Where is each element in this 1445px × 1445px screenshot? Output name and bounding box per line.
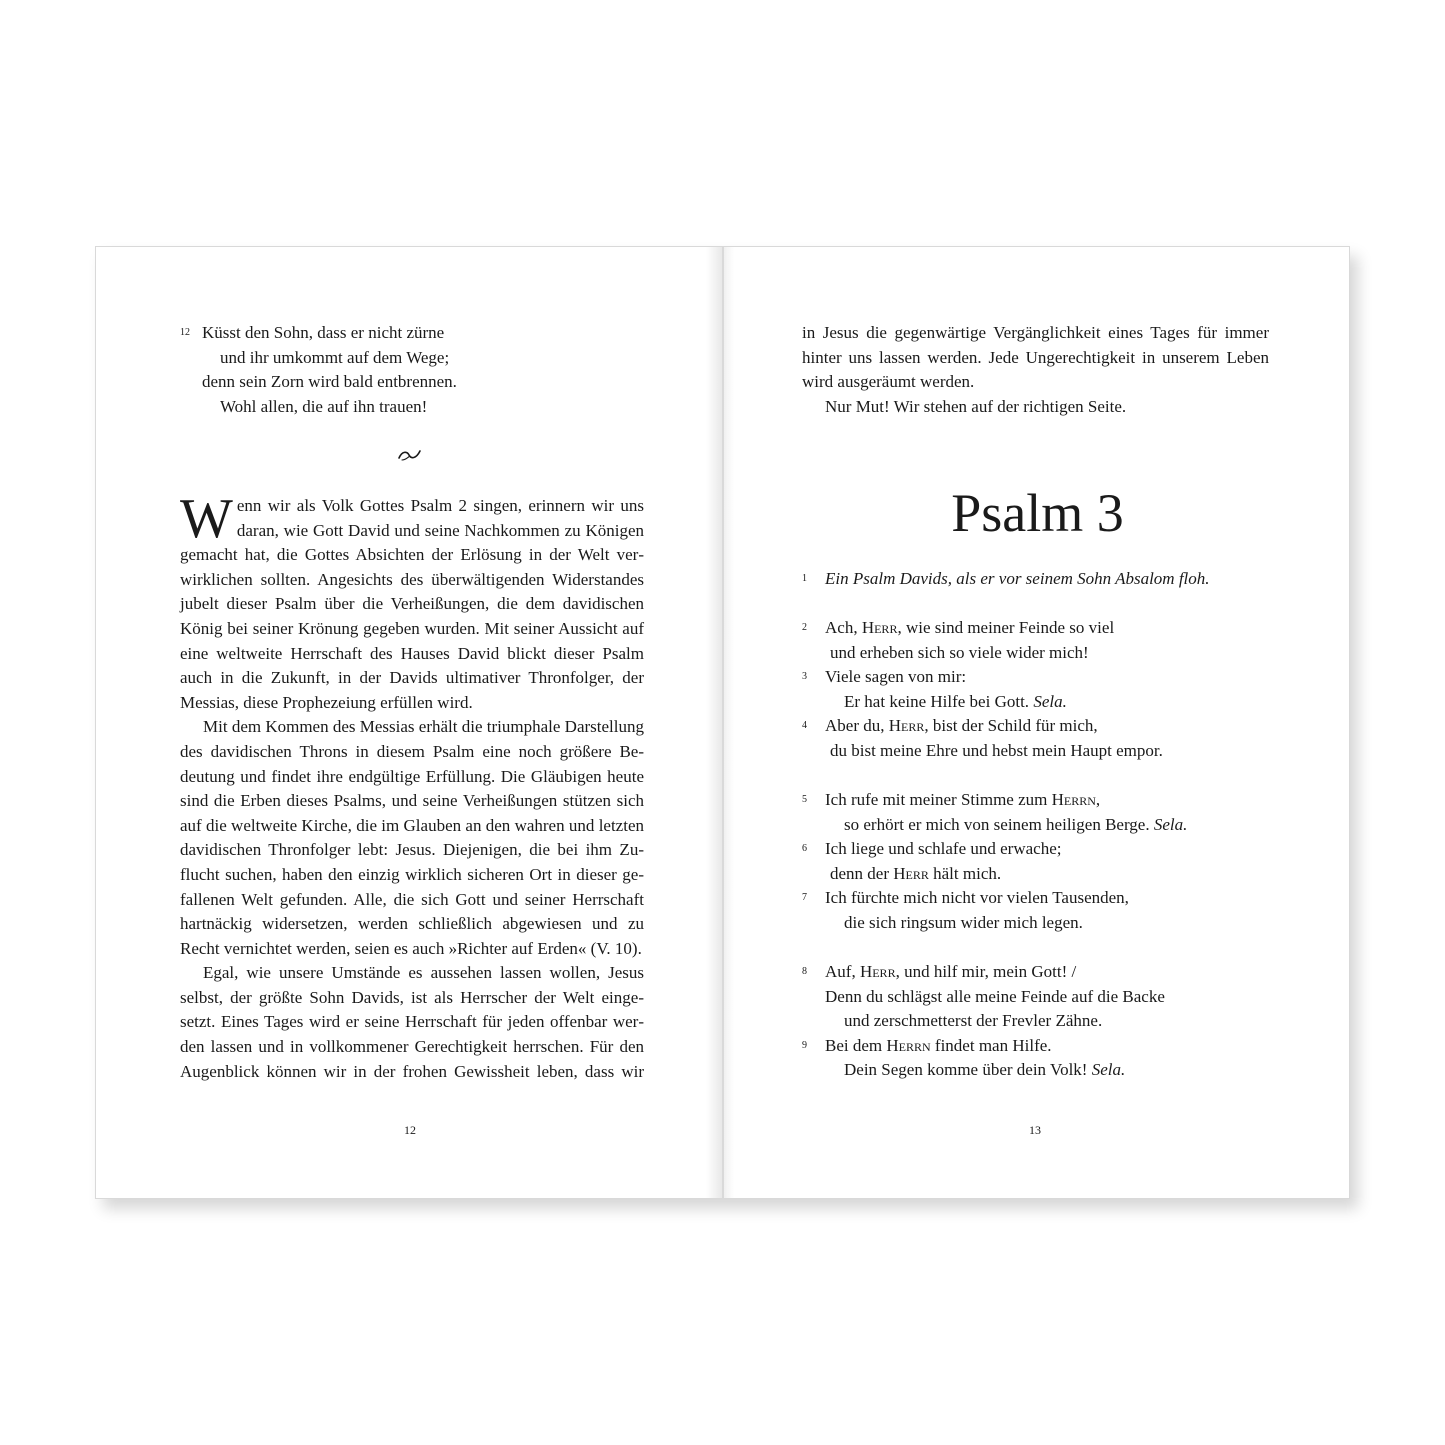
paragraph: Mit dem Kommen des Messias erhält die triumphale Darstellung des davidischen Throns in diesem Psalm eine noch größere Bedeutung und findet ihre endgültige Erfüllung. Die Gläubigen heute sind die Erben dieses Psalms, und seine Verheißungen stützen sich auf die weltweite Kirche, die im Glauben an den wahren und letzten davidischen Thronfolger lebt: Jesus. Diejenigen, die bei ihm Zuflucht suchen, haben den einzig wirklich sicheren Ort in dieser gefallenen Welt gefunden. Alle, die sich Gott und seiner Herrschaft hartnäckig widersetzen, werden schließlich abgewiesen und zu Recht vernichtet werden, seien es auch »Richter auf Erden« (V. 10). [180,717,644,958]
verse-line: Aber du, Herr, bist der Schild für mich, [825,716,1098,736]
book-spread [95,246,1350,1199]
verse-line: und ihr umkommt auf dem Wege; [220,347,450,367]
page-number: 13 [1029,1123,1041,1137]
verse-line: so erhört er mich von seinem heiligen Berge. Sela. [844,814,1188,834]
verse-number: 1 [802,573,807,584]
verse-number: 5 [802,794,807,805]
verse-number: 3 [802,671,807,683]
verse-line: und zerschmetterst der Frevler Zähne. [844,1011,1103,1031]
verse-line: Denn du schlägst alle meine Feinde auf die Backe [825,986,1165,1006]
verse-line: denn der Herr hält mich. [830,863,1002,883]
verse-number: 4 [802,720,807,732]
verse-number: 2 [802,622,807,633]
verse-number: 6 [802,843,807,855]
verse-line: Ich rufe mit meiner Stimme zum Herrn, [825,790,1101,809]
verse-line: Dein Segen komme über dein Volk! Sela. [844,1060,1126,1080]
verse-line: du bist meine Ehre und hebst mein Haupt empor. [830,741,1163,760]
verse-line: Ich fürchte mich nicht vor vielen Tausenden, [825,888,1129,908]
paragraph: in Jesus die gegenwärtige Vergänglichkeit eines Tages für immer hinter uns lassen werden. Jede Ungerechtigkeit in unserem Leben wird ausgeräumt werden. [802,323,1269,392]
superscription: Ein Psalm Davids, als er vor seinem Sohn Absalom floh. [825,569,1210,588]
page-number: 12 [404,1123,416,1137]
ornament-swash-icon [396,445,424,465]
right-page [723,246,1350,1199]
drop-cap: W [180,488,233,550]
verse-line: Bei dem Herrn findet man Hilfe. [825,1035,1052,1055]
verse-number: 8 [802,966,807,977]
commentary-text [180,488,644,1084]
verse-line: Er hat keine Hilfe bei Gott. Sela. [844,691,1067,711]
commentary-continuation [802,321,1269,419]
verse-line: und erheben sich so viele wider mich! [830,642,1089,662]
verse-number: 7 [802,892,807,904]
paragraph: enn wir als Volk Gottes Psalm 2 singen, erinnern wir uns daran, wie Gott David und seine Nachkommen zu Königen gemacht hat, die Gottes Absichten der Erlösung in der Welt verwirklichen sollten. Angesichts des überwältigenden Widerstandes jubelt dieser Psalm über die Verheißungen, die dem davidischen König bei seiner Krönung gegeben wurden. Mit seiner Aussicht auf eine weltweite Herrschaft des Hauses David blickt dieser Psalm auch in die Zukunft, in der Davids ultimativer Thronfolger, der Messias, diese Prophezeiung erfüllen wird. [180,496,644,712]
left-page [95,246,723,1199]
verse-line: Ach, Herr, wie sind meiner Feinde so viel [825,618,1115,637]
verse-line: Wohl allen, die auf ihn trauen! [220,396,428,416]
verse-line: Auf, Herr, und hilf mir, mein Gott! / [825,962,1077,981]
verse-number: 9 [802,1039,807,1051]
verse-line: Viele sagen von mir: [825,667,967,687]
paragraph: Egal, wie unsere Umstände es aussehen lassen wollen, Jesus selbst, der größte Sohn Davids, ist als Herrscher der Welt eingesetzt. Eines Tages wird er seine Herrschaft für jeden offenbar werden lassen und in vollkommener Gerechtigkeit herrschen. Für den Augenblick können wir in der frohen Gewissheit leben, dass wir [180,963,644,1081]
psalm-title: Psalm 3 [951,483,1124,543]
verse-line: Küsst den Sohn, dass er nicht zürne [202,323,445,342]
verse-number: 12 [180,327,190,338]
verse-line: denn sein Zorn wird bald entbrennen. [202,372,457,392]
verse-line: die sich ringsum wider mich legen. [844,913,1083,932]
verse-line: Ich liege und schlafe und erwache; [825,839,1062,859]
paragraph: Nur Mut! Wir stehen auf der richtigen Seite. [825,396,1127,416]
